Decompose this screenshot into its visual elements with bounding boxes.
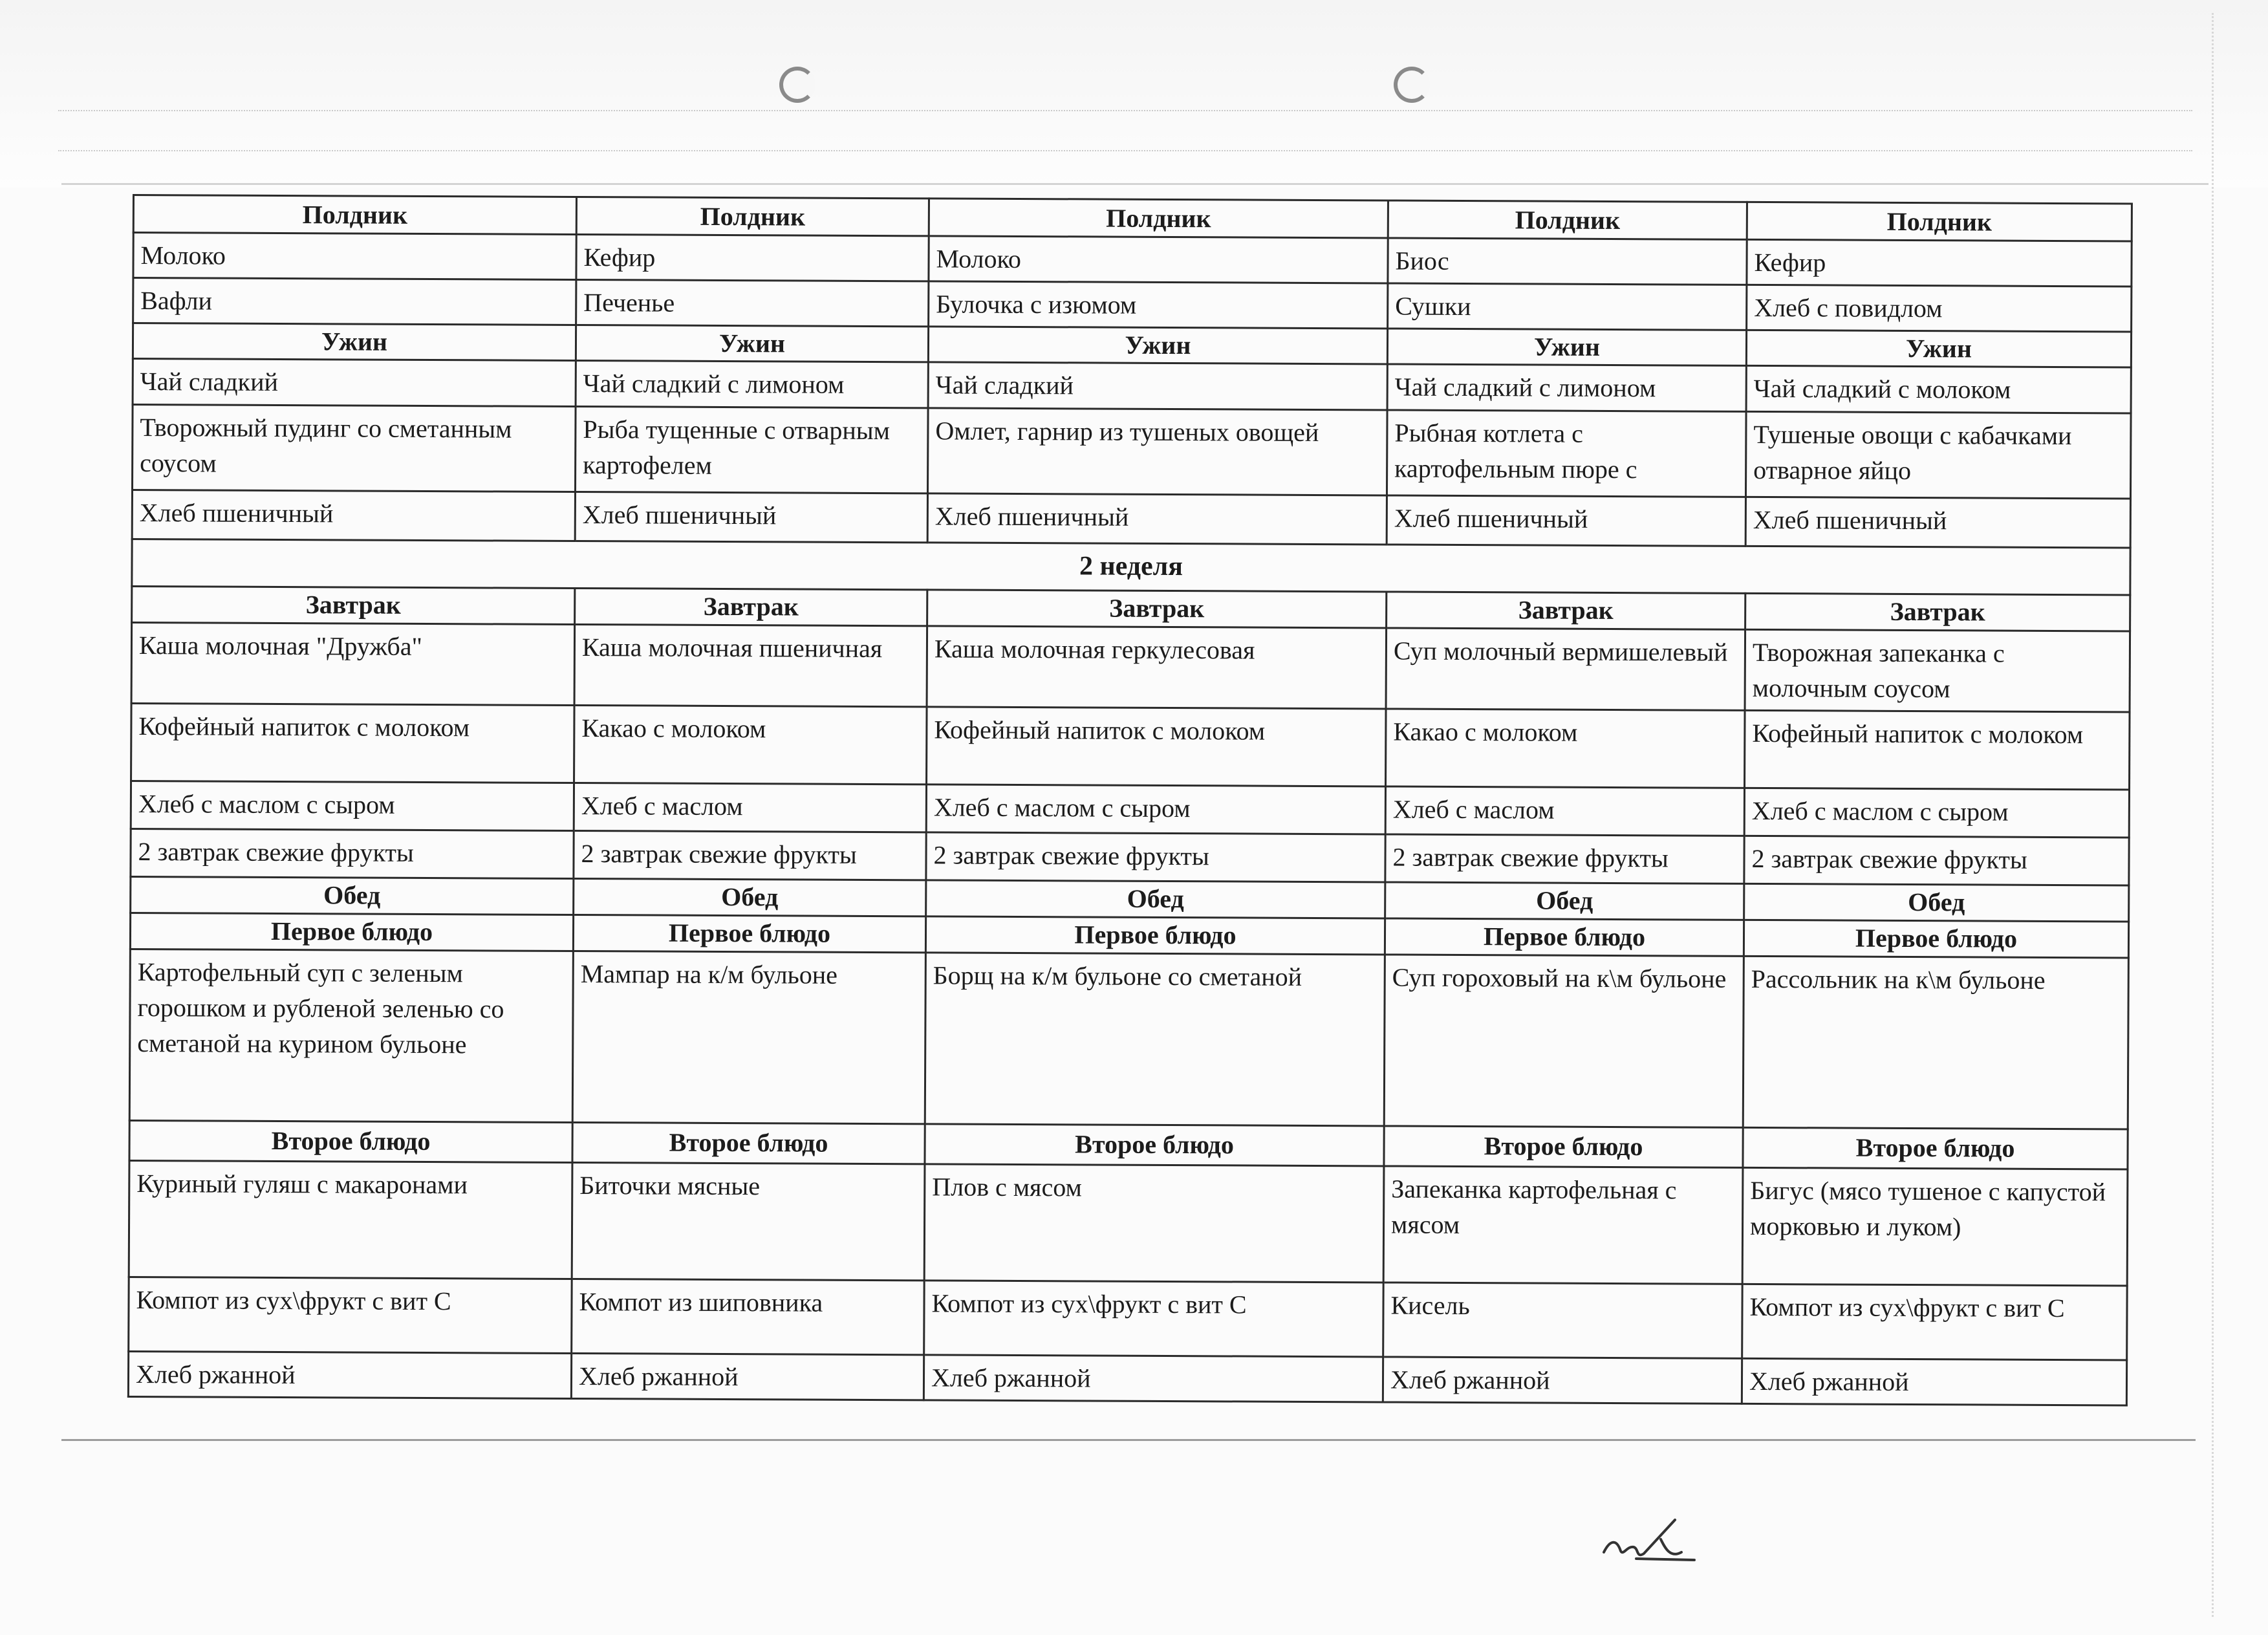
dish-cell: Мампар на к/м бульоне <box>572 951 925 1123</box>
menu-row <box>131 828 2129 885</box>
meal-header-cell: Полдник <box>1388 200 1747 239</box>
dish-cell: Какао с молоком <box>1386 709 1745 788</box>
course-header-cell: Первое блюдо <box>573 915 925 952</box>
dish-cell: Биос <box>1388 238 1747 285</box>
dish-cell: 2 завтрак свежие фрукты <box>1744 836 2129 885</box>
dish-cell: Чай сладкий с молоком <box>1746 366 2131 413</box>
page-right-edge <box>2212 13 2214 1617</box>
course-header-cell: Второе блюдо <box>572 1122 925 1164</box>
dish-cell: Бигус (мясо тушеное с капустой морковью и луком) <box>1742 1167 2128 1286</box>
dish-cell: Борщ на к/м бульоне со сметаной <box>925 953 1385 1126</box>
menu-row <box>133 359 2131 413</box>
dish-cell: 2 завтрак свежие фрукты <box>926 832 1385 882</box>
dish-cell: Хлеб ржанной <box>571 1353 923 1400</box>
dish-cell: Куриный гуляш с макаронами <box>129 1160 572 1279</box>
menu-row <box>129 1160 2128 1285</box>
menu-row <box>132 490 2130 547</box>
week-title: 2 неделя <box>132 539 2130 594</box>
meal-header-cell: Полдник <box>576 197 929 235</box>
course-header-cell: Второе блюдо <box>1743 1127 2128 1169</box>
dish-cell: Кофейный напиток с молоком <box>927 707 1387 786</box>
dish-cell: Суп молочный вермишелевый <box>1386 627 1745 710</box>
dish-cell: Хлеб пшеничный <box>927 493 1387 544</box>
dish-cell: 2 завтрак свежие фрукты <box>574 830 926 880</box>
scan-fold-line <box>58 150 2192 151</box>
meal-header-cell: Обед <box>131 876 574 915</box>
course-header-cell: Второе блюдо <box>925 1124 1384 1166</box>
dish-cell: Молоко <box>929 236 1388 283</box>
dish-cell: Рыба тущенные с отварным картофелем <box>575 406 928 493</box>
course-header-cell: Первое блюдо <box>130 913 573 951</box>
handwritten-signature <box>1597 1513 1701 1565</box>
dish-cell: Хлеб пшеничный <box>1387 495 1745 546</box>
dish-cell: Картофельный суп с зеленым горошком и рубленой зеленью со сметаной на курином бульоне <box>129 949 573 1122</box>
dish-cell: Плов с мясом <box>924 1164 1384 1283</box>
menu-row <box>133 233 2132 287</box>
dish-cell: Хлеб ржанной <box>1742 1358 2126 1405</box>
dish-cell: Какао с молоком <box>574 705 927 784</box>
dish-cell: Запеканка картофельная с мясом <box>1383 1166 1743 1284</box>
dish-cell: Каша молочная пшеничная <box>574 624 927 707</box>
dish-cell: Компот из сух\фрукт с вит С <box>129 1277 572 1353</box>
meal-header-cell: Обед <box>926 880 1385 918</box>
dish-cell: Булочка с изюмом <box>929 281 1388 329</box>
dish-cell: Хлеб с маслом <box>574 783 926 832</box>
meal-header-cell: Обед <box>1744 883 2129 922</box>
dish-cell: Кисель <box>1383 1283 1742 1358</box>
dish-cell: Творожная запеканка с молочным соусом <box>1745 629 2130 712</box>
dish-cell: Творожный пудинг со сметанным соусом <box>133 404 576 492</box>
menu-row <box>128 1351 2126 1405</box>
course-header-cell: Второе блюдо <box>129 1120 572 1162</box>
dish-cell: Хлеб с маслом с сыром <box>1744 788 2129 838</box>
dish-cell: Хлеб ржанной <box>923 1355 1383 1402</box>
dish-cell: Компот из сух\фрукт с вит С <box>924 1281 1383 1357</box>
course-header-cell: Первое блюдо <box>925 916 1385 955</box>
punch-hole-icon <box>1394 67 1430 103</box>
dish-cell: Кофейный напиток с молоком <box>131 703 575 783</box>
dish-cell: 2 завтрак свежие фрукты <box>1385 834 1744 883</box>
meal-header-cell: Завтрак <box>132 586 575 624</box>
menu-row <box>131 781 2129 837</box>
dish-cell: Тушеные овощи с кабачками отварное яйцо <box>1745 411 2131 499</box>
dish-cell: Хлеб пшеничный <box>1745 497 2130 548</box>
dish-cell: Каша молочная геркулесовая <box>927 625 1387 708</box>
menu-row <box>131 703 2130 789</box>
scan-background <box>0 0 2268 188</box>
dish-cell: Хлеб ржанной <box>1383 1357 1742 1404</box>
dish-cell: Чай сладкий <box>928 362 1387 409</box>
dish-cell: Вафли <box>133 278 576 325</box>
dish-cell: Рыбная котлета с картофельным пюре с <box>1387 410 1746 497</box>
meal-header-cell: Ужин <box>1746 330 2131 368</box>
scan-fold-line <box>58 110 2192 111</box>
dish-cell: Хлеб пшеничный <box>132 490 575 541</box>
meal-header-cell: Завтрак <box>575 588 927 625</box>
course-header-cell: Первое блюдо <box>1744 920 2128 958</box>
dish-cell: Хлеб с маслом с сыром <box>131 781 574 830</box>
dish-cell: Кефир <box>1747 239 2132 287</box>
week-row <box>132 539 2130 594</box>
page-top-edge <box>61 183 2209 185</box>
menu-row <box>133 404 2132 498</box>
dish-cell: Хлеб с маслом с сыром <box>926 785 1385 834</box>
course-header-cell: Первое блюдо <box>1385 918 1744 956</box>
dish-cell: Компот из сух\фрукт с вит С <box>1742 1284 2127 1360</box>
dish-cell: Суп гороховый на к\м бульоне <box>1384 955 1744 1127</box>
meal-header-cell: Обед <box>1385 882 1744 920</box>
menu-row <box>129 1277 2127 1359</box>
dish-cell: Компот из шиповника <box>572 1279 924 1354</box>
menu-row <box>133 278 2132 332</box>
meal-header-cell: Завтрак <box>1745 593 2130 631</box>
dish-cell: Печенье <box>576 280 929 327</box>
meal-header-cell: Завтрак <box>1387 591 1745 629</box>
dish-cell: Чай сладкий с лимоном <box>576 361 928 408</box>
menu-row <box>129 949 2128 1129</box>
meal-header-cell: Полдник <box>133 195 576 235</box>
dish-cell: Сушки <box>1388 283 1747 330</box>
dish-cell: Чай сладкий с лимоном <box>1387 364 1746 411</box>
meal-header-cell: Ужин <box>133 323 576 361</box>
meal-header-cell: Ужин <box>928 327 1387 364</box>
dish-cell: Хлеб с маслом <box>1385 786 1744 836</box>
meal-header-cell: Обед <box>574 878 926 916</box>
page-bottom-rule <box>61 1439 2196 1441</box>
menu-row <box>131 622 2130 712</box>
dish-cell: Омлет, гарнир из тушеных овощей <box>927 407 1387 495</box>
dish-cell: Кофейный напиток с молоком <box>1745 710 2130 790</box>
dish-cell: Молоко <box>133 233 576 280</box>
meal-header-cell: Завтрак <box>927 589 1387 627</box>
dish-cell: Хлеб пшеничный <box>575 492 927 542</box>
dish-cell: Хлеб ржанной <box>128 1351 571 1398</box>
meal-header-cell: Ужин <box>1387 329 1746 365</box>
menu-table <box>127 194 2133 1407</box>
dish-cell: Каша молочная "Дружба" <box>131 622 575 705</box>
dish-cell: Биточки мясные <box>572 1162 925 1280</box>
punch-hole-icon <box>779 67 815 103</box>
dish-cell: Кефир <box>576 234 929 281</box>
course-header-cell: Второе блюдо <box>1384 1126 1743 1167</box>
meal-header-cell: Полдник <box>1747 202 2132 241</box>
dish-cell: Хлеб с повидлом <box>1747 285 2132 332</box>
dish-cell: 2 завтрак свежие фрукты <box>131 828 574 878</box>
dish-cell: Чай сладкий <box>133 359 576 406</box>
meal-header-cell: Ужин <box>576 325 928 362</box>
dish-cell: Рассольник на к\м бульоне <box>1743 956 2128 1129</box>
meal-header-cell: Полдник <box>929 199 1388 238</box>
